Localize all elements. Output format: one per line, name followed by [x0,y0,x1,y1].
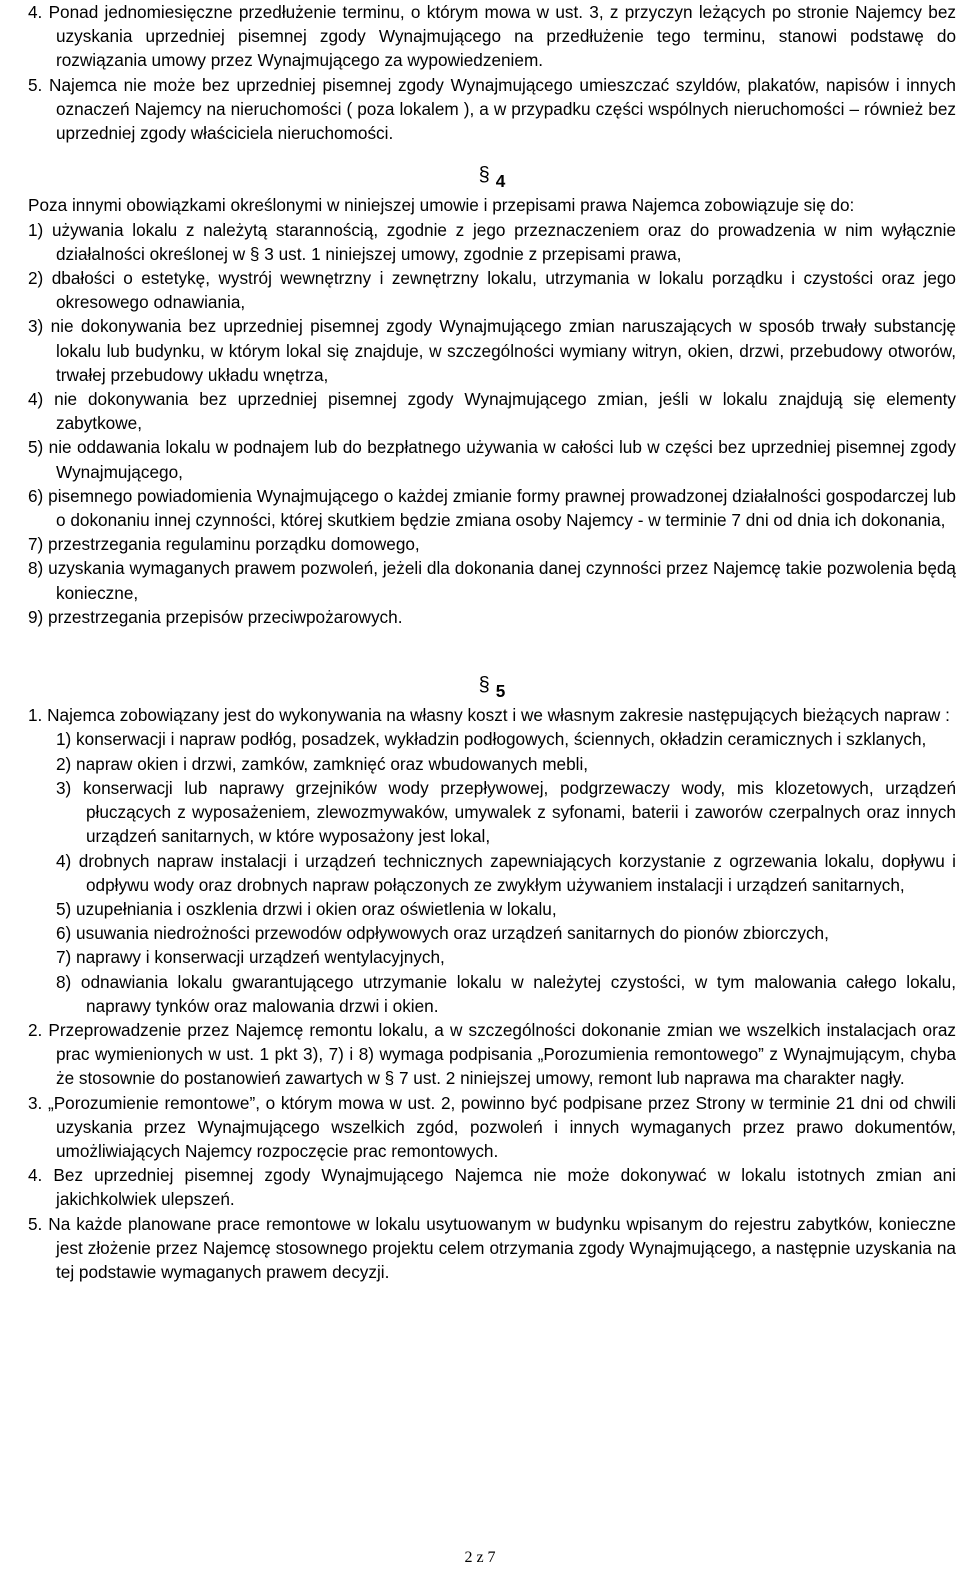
section-symbol: § [478,674,490,697]
section-5-subitem: 4) drobnych napraw instalacji i urządzeń technicznych zapewniających korzystanie z ogrzewania lokalu, dopływu i odpływu wody oraz drobnych napraw połączonych ze zwykłym używaniem instalacji i urządzeń sanitarnych, [56,850,956,895]
paragraph-3-item-4: 4. Ponad jednomiesięczne przedłużenie terminu, o którym mowa w ust. 3, z przyczyn leżących po stronie Najemcy bez uzyskania uprzedniej pisemnej zgody Wynajmującego na przedłużenie tego terminu, stanowi podstawę do rozwiązania umowy przez Wynajmującego za wypowiedzeniem. [28,2,956,71]
section-4-item: 2) dbałości o estetykę, wystrój wewnętrzny i zewnętrzny lokalu, utrzymania w lokalu porządku i czystości oraz jego okresowego odnawiania, [28,268,956,313]
page-number-footer: 2 z 7 [464,1549,496,1566]
section-5-subitem: 6) usuwania niedrożności przewodów odpływowych oraz urządzeń sanitarnych do pionów zbiorczych, [56,923,829,944]
section-5-subitem: 5) uzupełniania i oszklenia drzwi i okien oraz oświetlenia w lokalu, [56,898,557,919]
section-4-item: 6) pisemnego powiadomienia Wynajmującego o każdej zmianie formy prawnej prowadzonej działalności gospodarczej lub o dokonaniu innej czynności, której skutkiem będzie zmiana osoby Najemcy - w terminie 7 dni od dnia ich dokonania, [28,485,956,531]
section-5-subitem: 8) odnawiania lokalu gwarantującego utrzymanie lokalu w należytej czystości, w tym malowania całego lokalu, naprawy tynków oraz malowania drzwi i okien. [56,971,956,1016]
section-4-heading [28,163,956,193]
section-symbol: § [478,164,490,187]
section-4-item: 5) nie oddawania lokalu w podnajem lub do bezpłatnego używania w całości lub w części bez uprzedniej pisemnej zgody Wynajmującego, [28,437,956,482]
section-4-item: 4) nie dokonywania bez uprzedniej pisemnej zgody Wynajmującego zmian, jeśli w lokalu znajdują się elementy zabytkowe, [28,389,956,434]
section-4-item: 3) nie dokonywania bez uprzedniej pisemnej zgody Wynajmującego zmian naruszających w sposób trwały substancję lokalu lub budynku, w którym lokal się znajduje, w szczególności wymiany witryn, okien, drzwi, przebudowy otworów, trwałej przebudowy układu wnętrza, [28,316,956,385]
section-5-item-1-intro: 1. Najemca zobowiązany jest do wykonywania na własny koszt i we własnym zakresie następujących bieżących napraw : [28,705,950,726]
section-5-subitem: 1) konserwacji i napraw podłóg, posadzek, wykładzin podłogowych, ściennych, okładzin ceramicznych i szklanych, [56,729,927,750]
paragraph-3-item-5: 5. Najemca nie może bez uprzedniej pisemnej zgody Wynajmującego umieszczać szyldów, plakatów, napisów i innych oznaczeń Najemcy na nieruchomości ( poza lokalem ), a w przypadku części wspólnych nieruchomości – również bez uprzedniej zgody właściciela nieruchomości. [28,74,956,144]
section-4-item: 7) przestrzegania regulaminu porządku domowego, [28,534,420,555]
section-4-item: 8) uzyskania wymaganych prawem pozwoleń, jeżeli dla dokonania danej czynności przez Najemcę takie pozwolenia będą konieczne, [28,558,956,603]
section-5-heading [28,673,956,703]
section-4-intro: Poza innymi obowiązkami określonymi w niniejszej umowie i przepisami prawa Najemca zobowiązuje się do: [28,195,855,216]
section-5-item: 4. Bez uprzedniej pisemnej zgody Wynajmującego Najemca nie może dokonywać w lokalu istotnych zmian ani jakichkolwiek ulepszeń. [28,1165,956,1210]
section-5-item: 3. „Porozumienie remontowe”, o którym mowa w ust. 2, powinno być podpisane przez Strony w terminie 21 dni od chwili uzyskania przez Wynajmującego wszelkich zgód, pozwoleń i innych wymaganych przez prawo dokumentów, umożliwiających Najemcy rozpoczęcie prac remontowych. [28,1092,956,1161]
section-5-subitem: 2) napraw okien i drzwi, zamków, zamknięć oraz wbudowanych mebli, [56,753,589,774]
section-4-item: 1) używania lokalu z należytą starannością, zgodnie z jego przeznaczeniem oraz do prowadzenia w nim wyłącznie działalności określonej w § 3 ust. 1 niniejszej umowy, zgodnie z przepisami prawa, [28,219,956,264]
section-5-subitem: 7) naprawy i konserwacji urządzeń wentylacyjnych, [56,947,445,968]
section-4-number: 4 [495,171,506,192]
section-4-item: 9) przestrzegania przepisów przeciwpożarowych. [28,606,403,627]
section-5-number: 5 [495,681,506,702]
section-5-subitem: 3) konserwacji lub naprawy grzejników wody przepływowej, podgrzewaczy wody, mis klozetowych, urządzeń płuczących z wyposażeniem, zlewozmywaków, umywalek z syfonami, baterii i zaworów czerpalnych oraz innych urządzeń sanitarnych, w które wyposażony jest lokal, [56,777,956,847]
section-5-item: 2. Przeprowadzenie przez Najemcę remontu lokalu, a w szczególności dokonanie zmian we wszelkich instalacjach oraz prac wymienionych w ust. 1 pkt 3), 7) i 8) wymaga podpisania „Porozumienia remontowego” z Wynajmującym, chyba że stosownie do postanowień zawartych w § 7 ust. 2 niniejszej umowy, remont lub naprawa ma charakter nagły. [28,1019,956,1089]
section-5-item: 5. Na każde planowane prace remontowe w lokalu usytuowanym w budynku wpisanym do rejestru zabytków, konieczne jest złożenie przez Najemcę stosownego projektu celem otrzymania zgody Wynajmującego, a następnie uzyskania na tej podstawie wymaganych prawem decyzji. [28,1213,956,1282]
